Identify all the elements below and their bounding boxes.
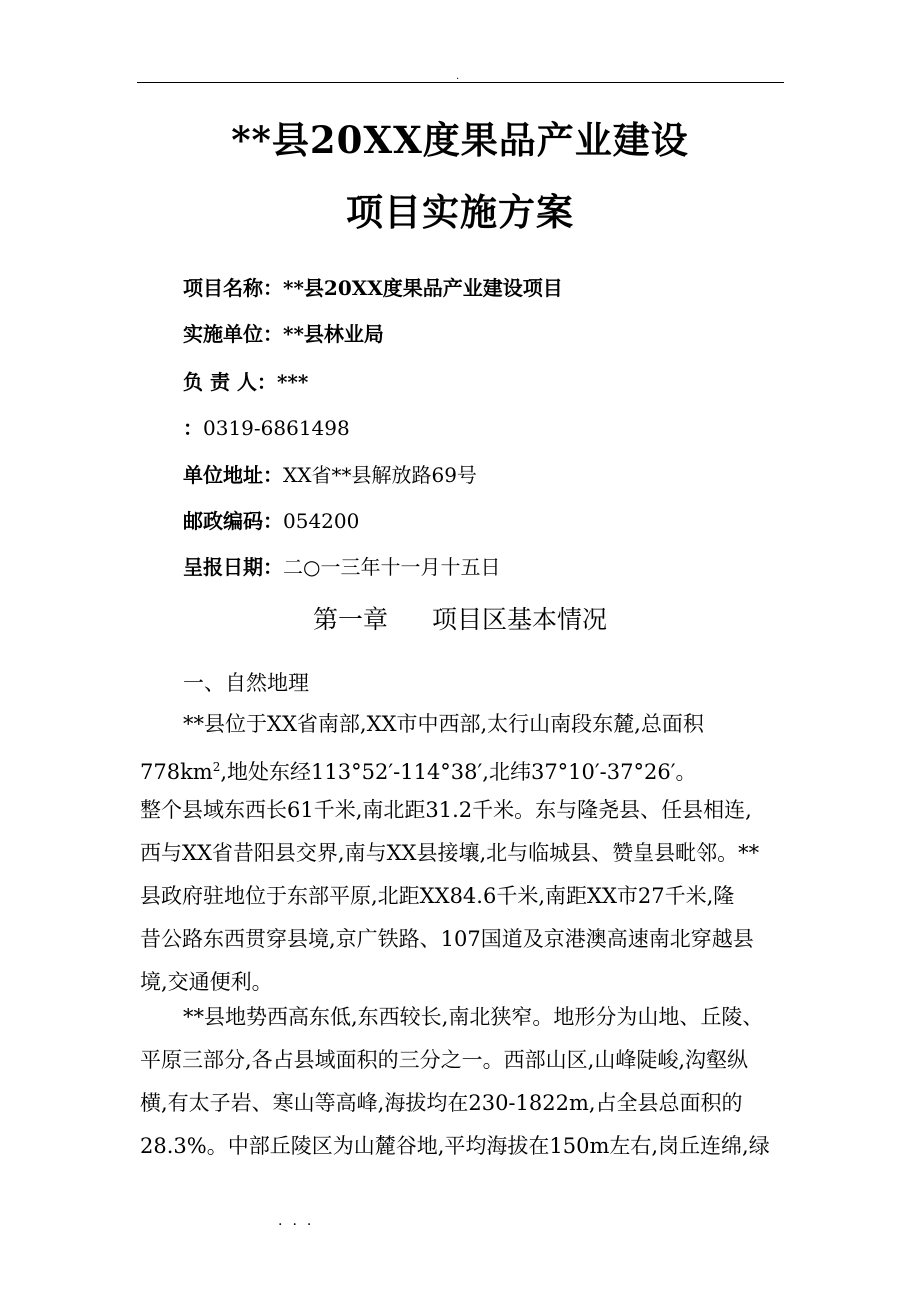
footer-dots: ...	[278, 1213, 322, 1229]
meta-unit	[183, 321, 384, 347]
header-rule	[137, 82, 784, 83]
meta-value: 054200	[283, 509, 360, 533]
meta-project-name	[183, 275, 563, 301]
meta-label: 呈报日期：	[183, 555, 283, 579]
document-title-line2: 项目实施方案	[346, 190, 574, 234]
meta-label: 单位地址：	[183, 463, 283, 487]
header-dot: .	[456, 71, 460, 82]
paragraph-line: **县位于XX省南部,XX市中西部,太行山南段东麓,总面积	[183, 712, 704, 736]
chapter-title: 项目区基本情况	[432, 605, 608, 634]
paragraph-line: $778km^2$,地处东经113°52′-114°38′,北纬37°10′-37°26′。	[140, 760, 697, 784]
paragraph-line: 横,有太子岩、寒山等高峰,海拔均在230-1822m,占全县总面积的	[140, 1091, 743, 1115]
meta-label: 邮政编码：	[183, 509, 283, 533]
paragraph-line: 平原三部分,各占县域面积的三分之一。西部山区,山峰陡峻,沟壑纵	[140, 1048, 749, 1072]
meta-value: 二○一三年十一月十五日	[283, 555, 501, 579]
meta-value: ***	[276, 370, 309, 394]
meta-label: ：	[183, 416, 203, 440]
section-heading: 一、自然地理	[183, 671, 309, 695]
meta-phone	[183, 415, 350, 441]
meta-value: **县20XX度果品产业建设项目	[283, 276, 563, 300]
meta-label: 负 责 人：	[183, 370, 277, 394]
paragraph-line: 28.3%。中部丘陵区为山麓谷地,平均海拔在150m左右,岗丘连绵,绿	[140, 1134, 770, 1158]
meta-value: **县林业局	[283, 322, 384, 346]
meta-date	[183, 554, 500, 580]
meta-person	[183, 369, 308, 395]
chapter-heading	[0, 603, 920, 637]
paragraph-line: 西与XX省昔阳县交界,南与XX县接壤,北与临城县、赞皇县毗邻。**	[140, 841, 760, 865]
chapter-number: 第一章	[312, 605, 388, 634]
meta-value: 0319-6861498	[203, 416, 350, 440]
paragraph-line: **县地势西高东低,东西较长,南北狭窄。地形分为山地、丘陵、	[183, 1005, 764, 1029]
meta-address	[183, 462, 477, 488]
paragraph-line: 昔公路东西贯穿县境,京广铁路、107国道及京港澳高速南北穿越县	[140, 927, 754, 951]
meta-label: 实施单位：	[183, 322, 283, 346]
paragraph-line: 境,交通便利。	[140, 970, 273, 994]
paragraph-line: 整个县域东西长61千米,南北距31.2千米。东与隆尧县、任县相连,	[140, 798, 752, 822]
document-title-line1: **县20XX度果品产业建设	[231, 118, 689, 162]
meta-postcode	[183, 508, 359, 534]
paragraph-line: 县政府驻地位于东部平原,北距XX84.6千米,南距XX市27千米,隆	[140, 884, 735, 908]
meta-value: XX省**县解放路69号	[283, 463, 477, 487]
meta-label: 项目名称：	[183, 276, 283, 300]
